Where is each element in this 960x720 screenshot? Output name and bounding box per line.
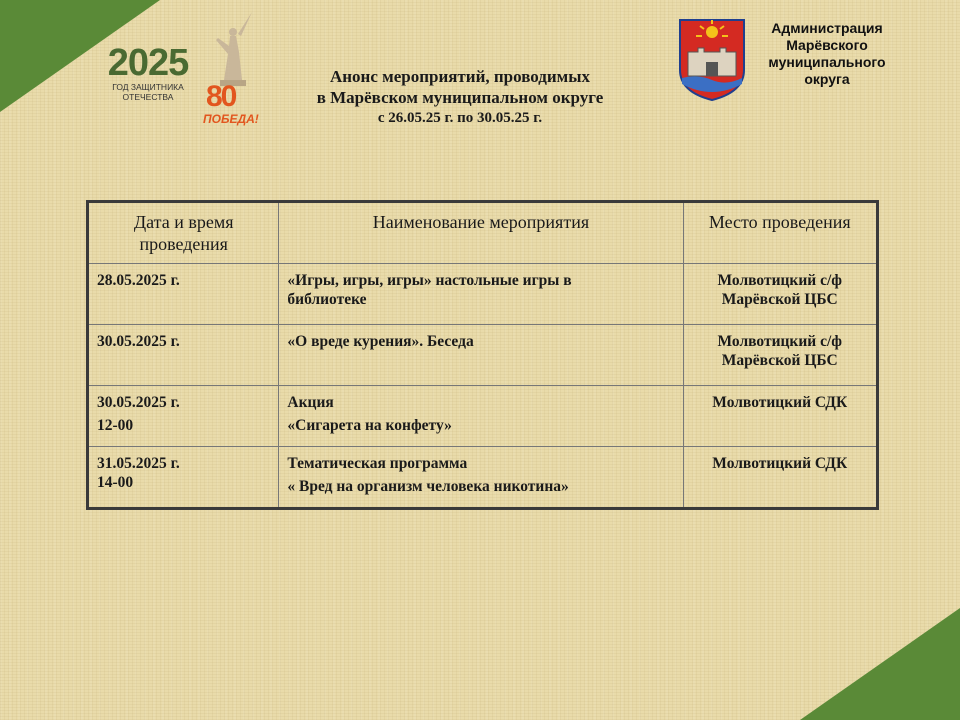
page-title: [270, 66, 650, 129]
logo-caption-2: ОТЕЧЕСТВА: [122, 92, 174, 102]
event-time: 12-00: [97, 417, 134, 434]
event-date-cell: [88, 386, 279, 447]
event-place-cell: [683, 447, 878, 509]
title-line-1: Анонс мероприятий, проводимых: [329, 67, 591, 86]
event-name-line-1: «Игры, игры, игры» настольные игры в: [287, 272, 572, 289]
admin-line-3: муниципального: [768, 54, 886, 70]
event-time: 14-00: [97, 474, 134, 491]
header-place: [683, 202, 878, 264]
logo-caption-1: ГОД ЗАЩИТНИКА: [112, 82, 184, 92]
event-place-line-2: Марёвской ЦБС: [721, 352, 838, 369]
table-header-row: [88, 202, 878, 264]
header-date: [88, 202, 279, 264]
header-place-line-1: Место: [708, 212, 758, 232]
corner-decoration-bottom-right: [800, 608, 960, 720]
header-name: [279, 202, 683, 264]
event-place-cell: [683, 325, 878, 386]
table-row: [88, 386, 878, 447]
table-row: [88, 447, 878, 509]
admin-line-4: округа: [804, 71, 850, 87]
event-name-line-2: библиотеке: [287, 291, 367, 308]
event-date-cell: [88, 447, 279, 509]
admin-line-1: Администрация: [771, 20, 883, 36]
header-name-text: Наименование мероприятия: [372, 212, 590, 232]
header-place-line-2: проведения: [762, 212, 851, 232]
admin-line-2: Марёвского: [786, 37, 868, 53]
header-date-line-1: Дата и время: [133, 212, 234, 232]
events-table: [86, 200, 879, 510]
event-place-line-1: Молвотицкий с/ф: [717, 272, 843, 289]
event-name-line-1: Акция: [287, 394, 334, 411]
title-line-2: в Марёвском муниципальном округе: [316, 88, 604, 107]
event-date: 28.05.2025 г.: [97, 272, 180, 289]
administration-label: [752, 20, 902, 88]
event-name-line-2: « Вред на организм человека никотина»: [287, 478, 569, 495]
motherland-statue-icon: [208, 10, 258, 86]
event-place-cell: [683, 264, 878, 325]
event-date-cell: [88, 325, 279, 386]
event-name-line-2: «Сигарета на конфету»: [287, 417, 452, 434]
event-date-cell: [88, 264, 279, 325]
coat-of-arms-icon: [678, 18, 746, 102]
table-row: [88, 264, 878, 325]
event-name-cell: [279, 386, 683, 447]
event-place-line-1: Молвотицкий СДК: [712, 455, 848, 472]
table-row: [88, 325, 878, 386]
event-date: 30.05.2025 г.: [97, 394, 180, 411]
victory-number: 80: [206, 80, 236, 113]
event-place-line-1: Молвотицкий СДК: [712, 394, 848, 411]
title-date-range: с 26.05.25 г. по 30.05.25 г.: [377, 110, 543, 126]
event-name-line-1: «О вреде курения». Беседа: [287, 333, 474, 350]
event-name-cell: [279, 325, 683, 386]
event-name-line-1: Тематическая программа: [287, 455, 468, 472]
year-of-defender-logo: [106, 44, 190, 102]
event-place-line-1: Молвотицкий с/ф: [717, 333, 843, 350]
header-date-line-2: проведения: [139, 234, 228, 254]
event-place-cell: [683, 386, 878, 447]
logo-year: 2025: [107, 42, 189, 84]
event-name-cell: [279, 447, 683, 509]
event-date: 31.05.2025 г.: [97, 455, 180, 472]
event-place-line-2: Марёвской ЦБС: [721, 291, 838, 308]
event-name-cell: [279, 264, 683, 325]
victory-word: ПОБЕДА!: [203, 112, 259, 126]
event-date: 30.05.2025 г.: [97, 333, 180, 350]
victory-80-logo: [200, 10, 266, 126]
